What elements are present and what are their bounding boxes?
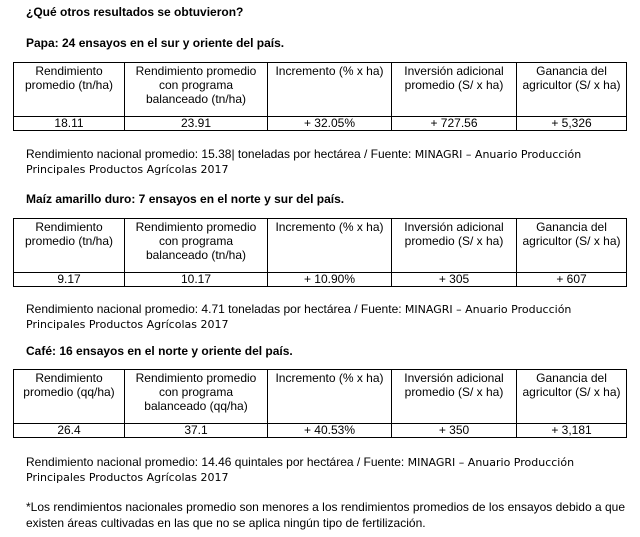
cell-increase: + 10.90% — [268, 273, 392, 287]
cell-yield-program: 23.91 — [125, 117, 268, 131]
footnote: *Los rendimientos nacionales promedio son menores a los rendimientos promedios de los ensayos debido a que existen áreas cultivadas en las que no se aplica ningún tipo de fertilización. — [26, 500, 626, 530]
cell-investment: + 350 — [392, 424, 517, 438]
note-maiz — [26, 302, 626, 332]
results-table-maiz — [13, 218, 627, 287]
note-papa — [26, 147, 626, 177]
page-heading: ¿Qué otros resultados se obtuvieron? — [26, 5, 244, 19]
cell-increase: + 32.05% — [268, 117, 392, 131]
cell-yield: 18.11 — [14, 117, 125, 131]
cell-yield: 9.17 — [14, 273, 125, 287]
col-header-investment: Inversión adicional promedio (S/ x ha) — [392, 63, 517, 117]
results-table-papa — [13, 62, 627, 131]
col-header-investment: Inversión adicional promedio (S/ x ha) — [392, 219, 517, 273]
cell-profit: + 607 — [517, 273, 627, 287]
cell-investment: + 305 — [392, 273, 517, 287]
section-title-papa: Papa: 24 ensayos en el sur y oriente del país. — [26, 36, 285, 50]
col-header-yield: Rendimiento promedio (tn/ha) — [14, 63, 125, 117]
col-header-yield: Rendimiento promedio (tn/ha) — [14, 219, 125, 273]
col-header-profit: Ganancia del agricultor (S/ x ha) — [517, 219, 627, 273]
table-row — [14, 117, 627, 131]
col-header-profit: Ganancia del agricultor (S/ x ha) — [517, 63, 627, 117]
col-header-increase: Incremento (% x ha) — [268, 219, 392, 273]
col-header-investment: Inversión adicional promedio (S/ x ha) — [392, 370, 517, 424]
cell-profit: + 3,181 — [517, 424, 627, 438]
section-title-maiz: Maíz amarillo duro: 7 ensayos en el norte y sur del país. — [26, 192, 345, 206]
col-header-increase: Incremento (% x ha) — [268, 370, 392, 424]
table-header-row — [14, 219, 627, 273]
table-row — [14, 273, 627, 287]
col-header-yield-program: Rendimiento promedio con programa balanceado (tn/ha) — [125, 63, 268, 117]
note-papa-main: Rendimiento nacional promedio: 15.38| toneladas por hectárea / Fuente: — [26, 147, 412, 161]
note-maiz-main: Rendimiento nacional promedio: 4.71 toneladas por hectárea / Fuente: — [26, 302, 402, 316]
section-title-cafe: Café: 16 ensayos en el norte y oriente del país. — [26, 344, 293, 358]
note-papa-source: MINAGRI – Anuario Producción Principales Productos Agrícolas 2017 — [26, 148, 582, 176]
cell-yield-program: 37.1 — [125, 424, 268, 438]
col-header-profit: Ganancia del agricultor (S/ x ha) — [517, 370, 627, 424]
table-row — [14, 424, 627, 438]
col-header-yield-program: Rendimiento promedio con programa balanceado (qq/ha) — [125, 370, 268, 424]
table-header-row — [14, 63, 627, 117]
results-table-cafe — [13, 369, 627, 438]
note-cafe-main: Rendimiento nacional promedio: 14.46 quintales por hectárea / Fuente: — [26, 455, 405, 469]
col-header-yield: Rendimiento promedio (qq/ha) — [14, 370, 125, 424]
cell-increase: + 40.53% — [268, 424, 392, 438]
note-cafe-source: MINAGRI – Anuario Producción Principales Productos Agrícolas 2017 — [26, 456, 575, 484]
table-header-row — [14, 370, 627, 424]
cell-profit: + 5,326 — [517, 117, 627, 131]
col-header-increase: Incremento (% x ha) — [268, 63, 392, 117]
note-cafe — [26, 455, 626, 485]
col-header-yield-program: Rendimiento promedio con programa balanceado (tn/ha) — [125, 219, 268, 273]
cell-yield: 26.4 — [14, 424, 125, 438]
cell-yield-program: 10.17 — [125, 273, 268, 287]
cell-investment: + 727.56 — [392, 117, 517, 131]
note-maiz-source: MINAGRI – Anuario Producción Principales Productos Agrícolas 2017 — [26, 303, 572, 331]
